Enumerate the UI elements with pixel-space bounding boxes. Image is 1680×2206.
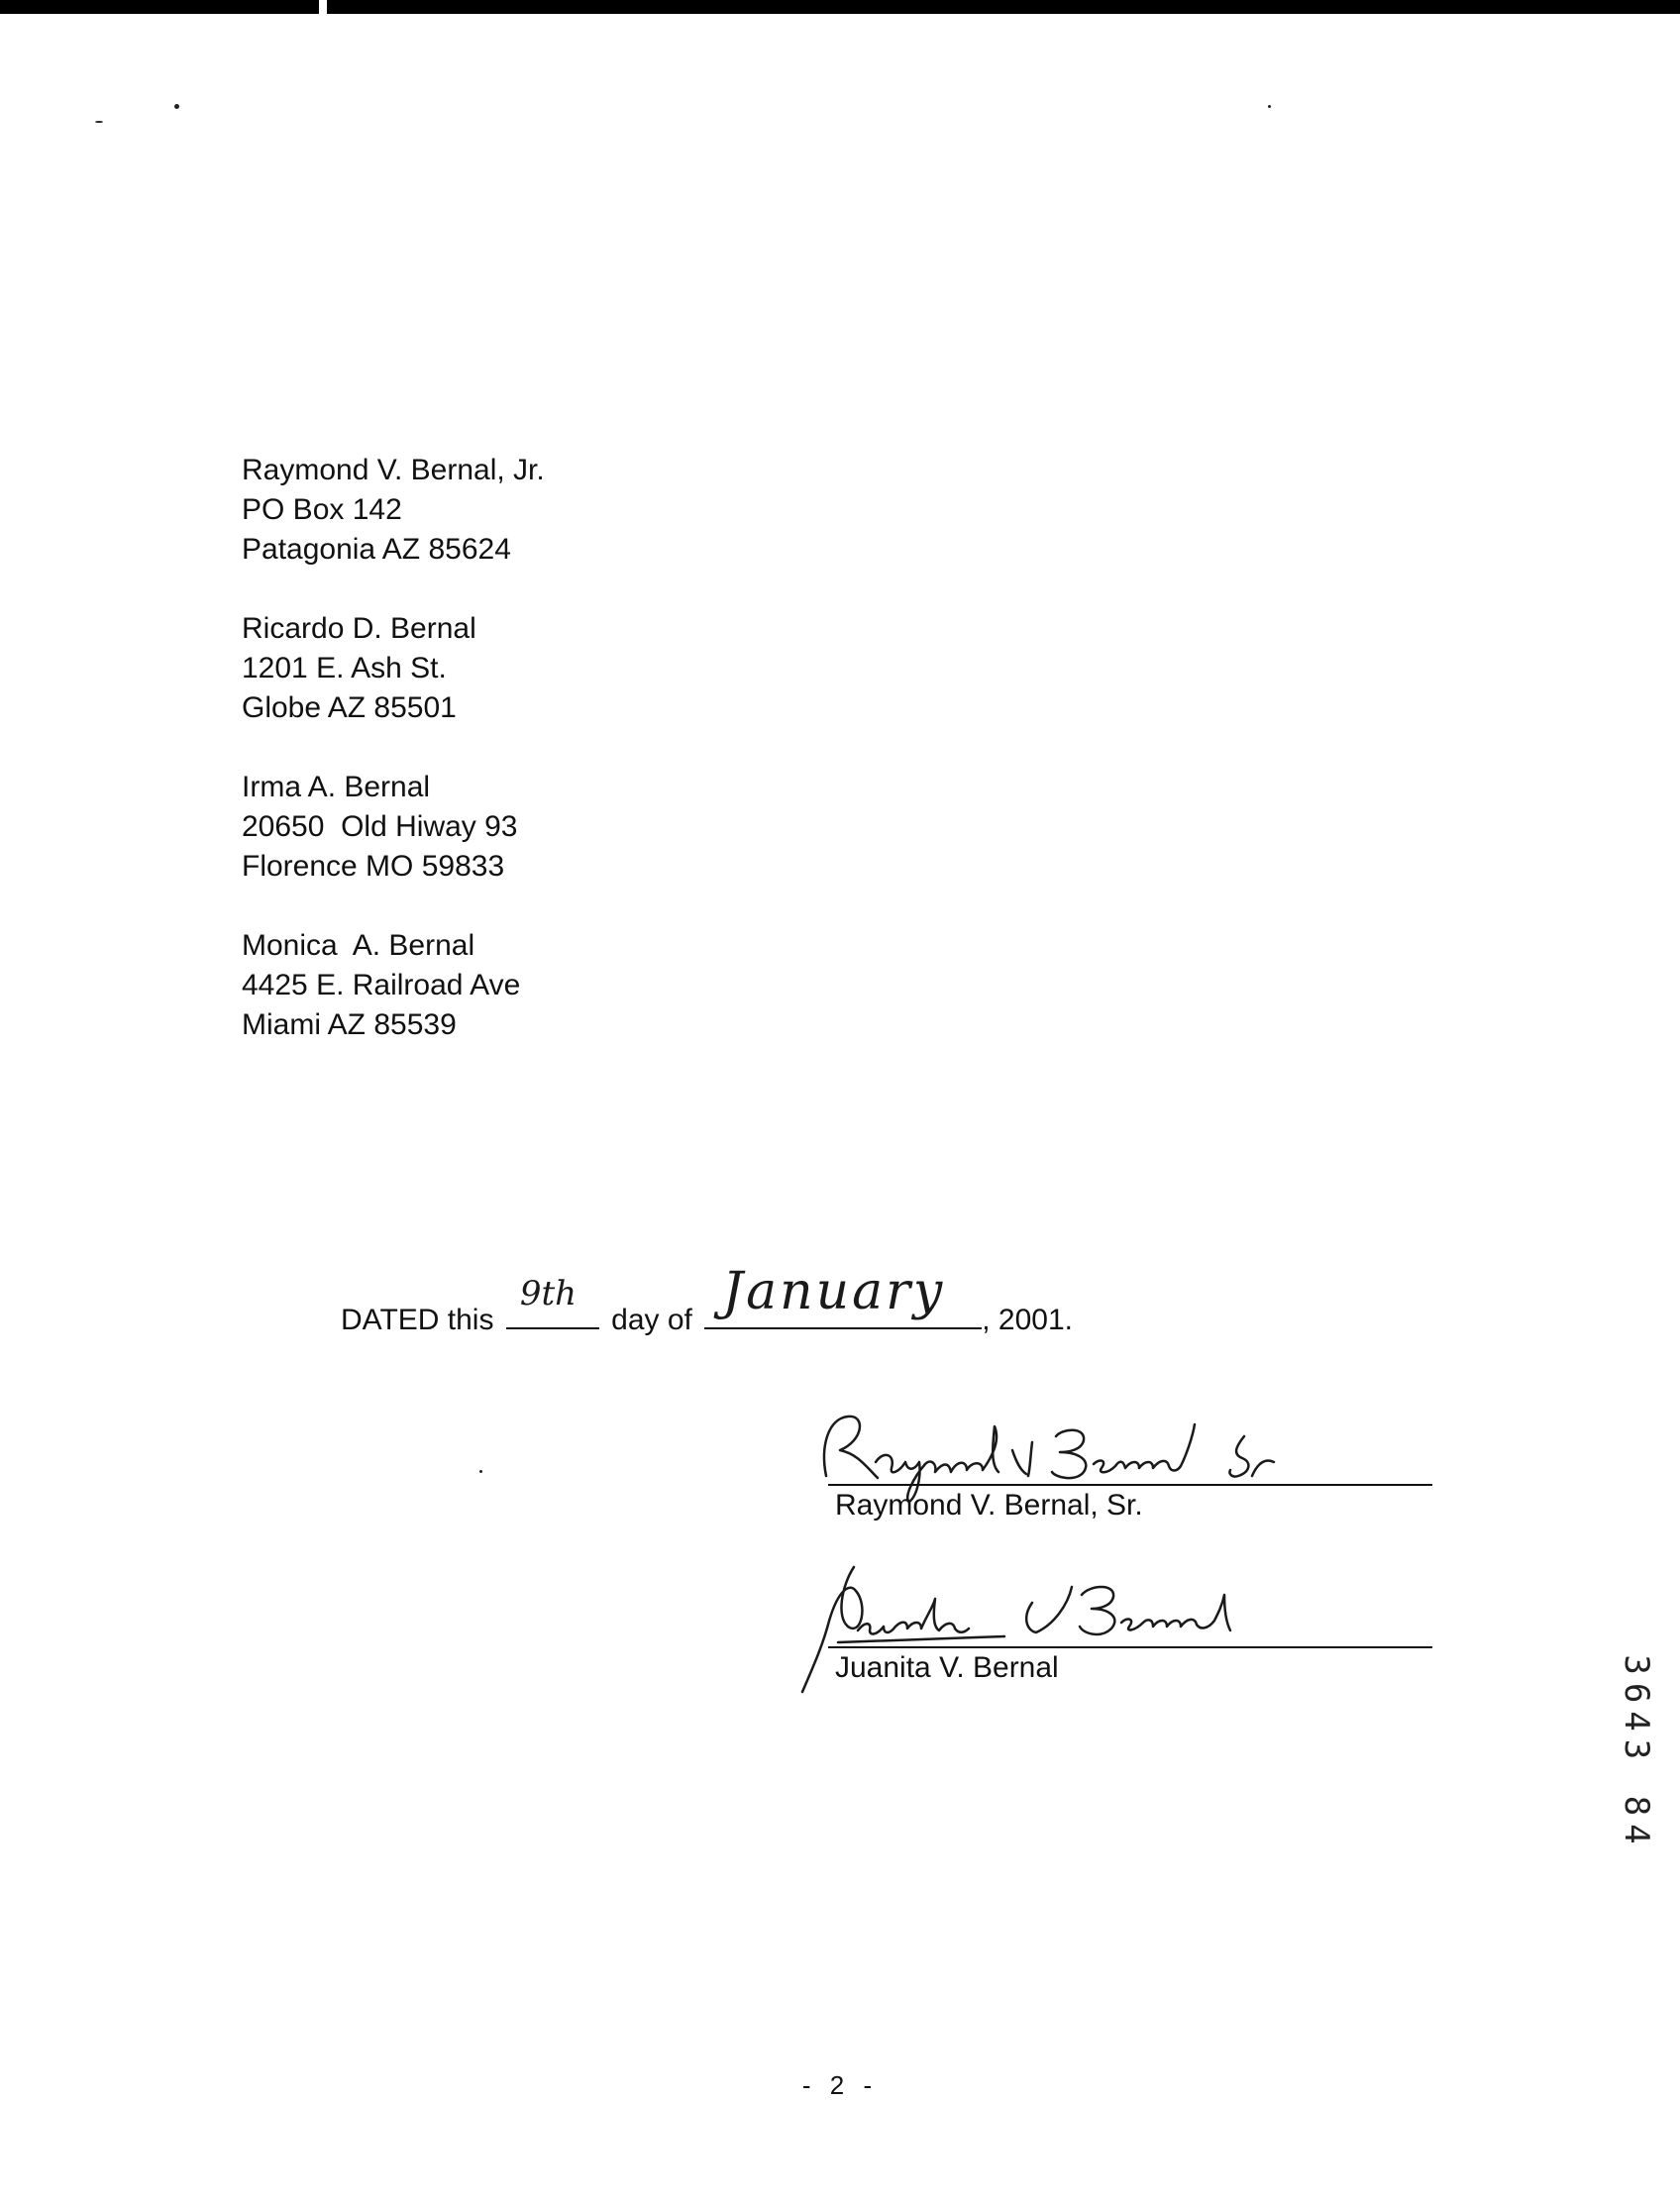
side-stamp-text: 3643 84 — [1617, 1654, 1656, 1852]
address-block — [242, 609, 545, 728]
page-number: - 2 - — [801, 2070, 879, 2100]
dated-suffix: , 2001. — [982, 1304, 1073, 1336]
scan-speck — [174, 104, 179, 109]
scan-top-edge — [0, 0, 1680, 14]
address-block — [242, 926, 545, 1045]
address-line: Patagonia AZ 85624 — [242, 533, 511, 566]
handwritten-month: January — [722, 1262, 946, 1321]
address-line: 20650 Old Hiway 93 — [242, 810, 518, 843]
scan-top-edge-gap — [319, 0, 327, 14]
scan-speck — [1268, 105, 1271, 108]
month-blank — [704, 1262, 982, 1329]
address-line: Raymond V. Bernal, Jr. — [242, 454, 545, 486]
scan-speck — [479, 1470, 482, 1473]
signer-name: Raymond V. Bernal, Sr. — [835, 1489, 1143, 1522]
address-line: 4425 E. Railroad Ave — [242, 969, 521, 1001]
signature-line — [828, 1646, 1432, 1648]
address-line: Ricardo D. Bernal — [242, 612, 476, 645]
address-line: PO Box 142 — [242, 493, 402, 526]
address-line: Monica A. Bernal — [242, 929, 475, 962]
signer-name: Juanita V. Bernal — [835, 1651, 1059, 1684]
address-line: 1201 E. Ash St. — [242, 652, 447, 684]
handwritten-day: 9th — [519, 1274, 578, 1313]
day-blank — [506, 1274, 599, 1329]
dated-prefix: DATED this — [341, 1304, 494, 1336]
address-list — [242, 451, 545, 1085]
address-block — [242, 451, 545, 570]
scan-speck — [95, 121, 103, 123]
address-line: Globe AZ 85501 — [242, 691, 457, 724]
dated-line — [341, 1262, 1073, 1340]
dated-middle: day of — [611, 1304, 692, 1336]
address-line: Florence MO 59833 — [242, 850, 505, 883]
address-line: Miami AZ 85539 — [242, 1008, 457, 1041]
address-block — [242, 768, 545, 887]
address-line: Irma A. Bernal — [242, 771, 431, 803]
signature-line — [828, 1484, 1432, 1486]
side-stamp — [1617, 1575, 1656, 1932]
